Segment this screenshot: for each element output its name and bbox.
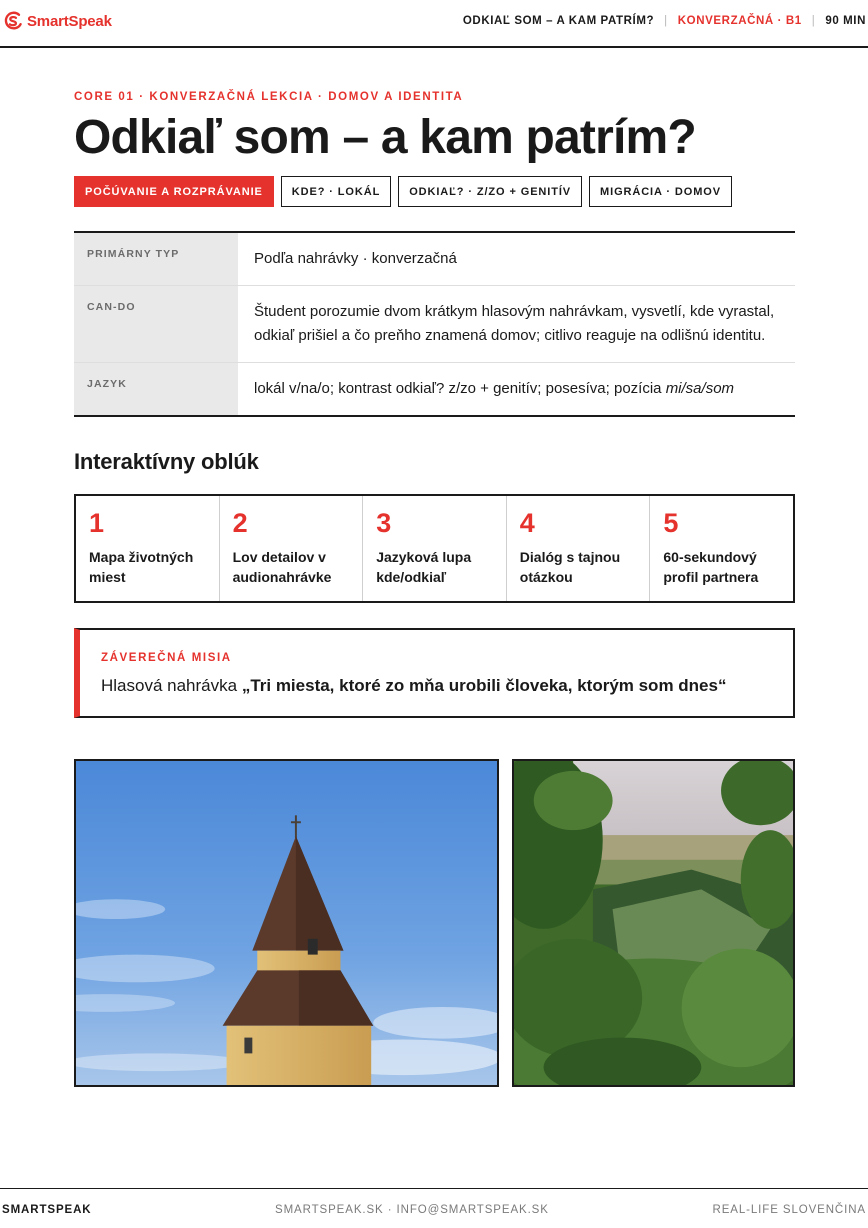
tag-listening-speaking[interactable]: POČÚVANIE A ROZPRÁVANIE xyxy=(74,176,274,207)
church-tower-photo xyxy=(74,759,499,1087)
lesson-content xyxy=(74,88,795,718)
brand-name: SmartSpeak xyxy=(27,12,112,30)
forest-valley-photo xyxy=(512,759,795,1087)
photo-row xyxy=(74,759,795,1087)
arc-step[interactable] xyxy=(650,496,793,601)
tag-migration-home[interactable]: MIGRÁCIA · DOMOV xyxy=(589,176,732,207)
smartspeak-logo-icon xyxy=(2,10,24,32)
footer-contact-link[interactable]: SMARTSPEAK.SK · INFO@SMARTSPEAK.SK xyxy=(275,1204,549,1216)
brand-logo[interactable] xyxy=(2,8,112,34)
header-duration: 90 MIN xyxy=(825,15,866,27)
tag-list xyxy=(74,176,795,207)
arc-step-number: 4 xyxy=(519,508,535,538)
info-value: Študent porozumie dvom krátkym hlasovým nahrávkam, vysvetlí, kde vyrastal, odkiaľ prišiel a čo preňho znamená domov; citlivo reaguje na odlišnú identitu. xyxy=(254,303,775,344)
final-mission-box xyxy=(74,628,795,718)
mission-kicker: ZÁVEREČNÁ MISIA xyxy=(101,652,232,664)
info-label: CAN-DO xyxy=(74,286,238,362)
forest-valley-image xyxy=(514,761,793,1085)
info-row-primary-type xyxy=(74,233,795,286)
arc-step-number: 2 xyxy=(232,508,248,538)
arc-step[interactable] xyxy=(76,496,220,601)
mission-quote: „Tri miesta, ktoré zo mňa urobili človeka, ktorým som dnes“ xyxy=(241,676,727,695)
info-value: Podľa nahrávky · konverzačná xyxy=(254,250,457,267)
header-level: KONVERZAČNÁ · B1 xyxy=(677,15,802,27)
footer-tagline: REAL-LIFE SLOVENČINA xyxy=(712,1204,866,1216)
arc-step-label: Jazyková lupa kde/odkiaľ xyxy=(376,549,472,585)
header-lesson-title: ODKIAĽ SOM – A KAM PATRÍM? xyxy=(462,15,655,27)
arc-step-label: Dialóg s tajnou otázkou xyxy=(519,549,621,585)
interactive-arc xyxy=(74,494,795,603)
language-focus-text: lokál v/na/o; kontrast odkiaľ? z/zo + genitív; posesíva; pozícia xyxy=(254,380,666,397)
arc-step[interactable] xyxy=(363,496,507,601)
mission-text xyxy=(101,674,793,698)
arc-step-label: Mapa životných miest xyxy=(89,549,194,585)
header-separator: | xyxy=(811,15,816,27)
footer-brand: SMARTSPEAK xyxy=(2,1204,92,1216)
arc-step-number: 3 xyxy=(376,508,392,538)
info-value xyxy=(238,363,795,415)
arc-step[interactable] xyxy=(220,496,364,601)
page-title: Odkiaľ som – a kam patrím? xyxy=(74,111,696,164)
tag-where-locative[interactable]: KDE? · LOKÁL xyxy=(281,176,391,207)
page-footer xyxy=(0,1188,868,1228)
lesson-kicker: CORE 01 · KONVERZAČNÁ LEKCIA · DOMOV A IDENTITA xyxy=(74,91,464,103)
arc-section-title: Interaktívny oblúk xyxy=(74,449,259,474)
arc-step[interactable] xyxy=(507,496,651,601)
info-label: JAZYK xyxy=(74,363,238,415)
tag-from-where-genitive[interactable]: ODKIAĽ? · Z/ZO + GENITÍV xyxy=(398,176,582,207)
header-meta xyxy=(463,15,866,27)
info-row-can-do xyxy=(74,286,795,363)
arc-step-number: 1 xyxy=(89,508,105,538)
arc-step-label: 60-sekundový profil partnera xyxy=(663,549,759,585)
church-tower-image xyxy=(76,761,497,1085)
arc-step-label: Lov detailov v audionahrávke xyxy=(232,549,332,585)
lesson-info-table xyxy=(74,231,795,417)
header-separator: | xyxy=(664,15,668,27)
mission-prefix: Hlasová nahrávka xyxy=(101,676,242,695)
top-bar xyxy=(0,0,868,48)
arc-step-number: 5 xyxy=(663,508,679,538)
info-label: PRIMÁRNY TYP xyxy=(74,233,238,285)
info-row-language xyxy=(74,363,795,415)
language-focus-italic: mi/sa/som xyxy=(665,380,735,397)
